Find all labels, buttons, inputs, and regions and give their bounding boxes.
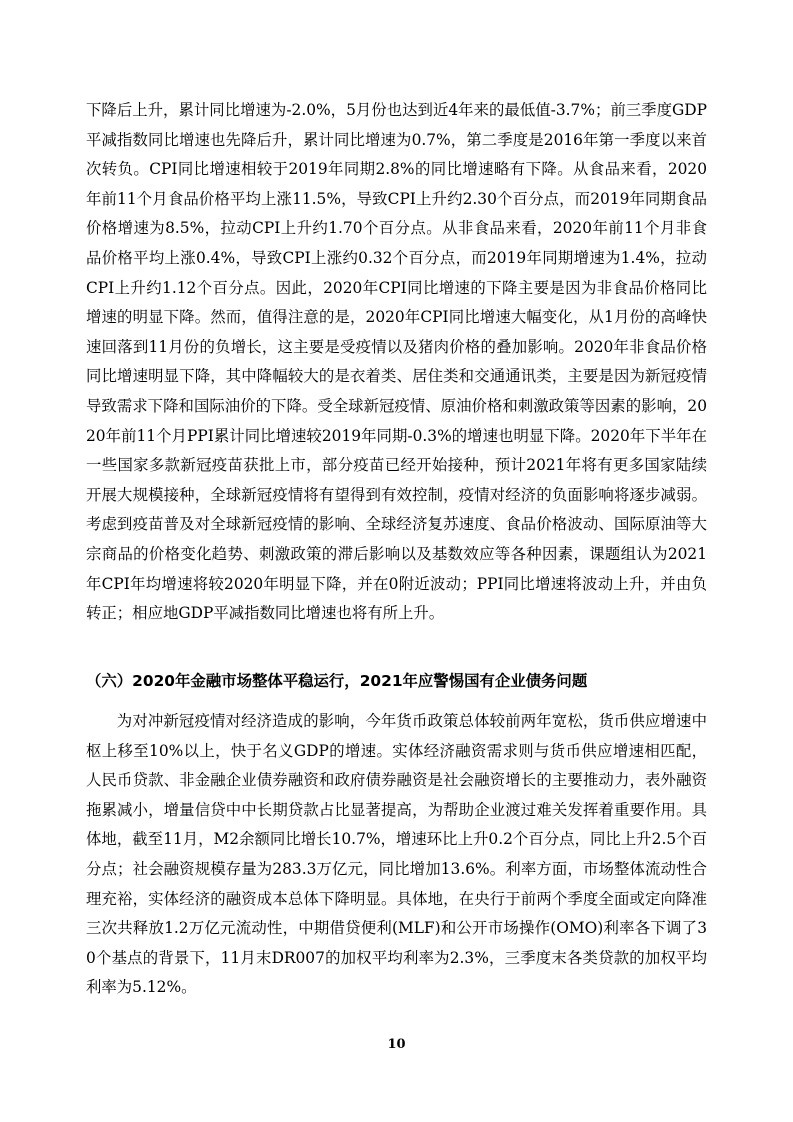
body-paragraph-financial-market: 为对冲新冠疫情对经济造成的影响，今年货币政策总体较前两年宽松，货币供应增速中枢上移至10%以上，快于名义GDP的增速。实体经济融资需求则与货币供应增速相匹配，人民币贷款、非金融企业债券融资和政府债券融资是社会融资增长的主要推动力，表外融资拖累减小，增量信贷中中长期贷款占比显著提高，为帮助企业渡过难关发挥着重要作用。具体地，截至11月，M2余额同比增长10.7%，增速环比上升0.2个百分点，同比上升2.5个百分点；社会融资规模存量为283.3万亿元，同比增加13.6%。利率方面，市场整体流动性合理充裕，实体经济的融资成本总体下降明显。具体地，在央行于前两个季度全面或定向降准三次共释放1.2万亿元流动性，中期借贷便利(MLF)和公开市场操作(OMO)利率各下调了30个基点的背景下，11月末DR007的加权平均利率为2.3%，三季度末各类贷款的加权平均利率为5.12%。: [86, 712, 707, 997]
page-number: 10: [387, 1037, 406, 1052]
body-paragraph-inflation: 下降后上升，累计同比增速为-2.0%，5月份也达到近4年来的最低值-3.7%；前三季度GDP平减指数同比增速也先降后升，累计同比增速为0.7%，第二季度是2016年第一季度以来首次转负。CPI同比增速相较于2019年同期2.8%的同比增速略有下降。从食品来看，2020年前11个月食品价格平均上涨11.5%，导致CPI上升约2.30个百分点，而2019年同期食品价格增速为8.5%，拉动CPI上升约1.70个百分点。从非食品来看，2020年前11个月非食品价格平均上涨0.4%，导致CPI上涨约0.32个百分点，而2019年同期增速为1.4%，拉动CPI上升约1.12个百分点。因此，2020年CPI同比增速的下降主要是因为非食品价格同比增速的明显下降。然而，值得注意的是，2020年CPI同比增速大幅变化，从1月份的高峰快速回落到11月份的负增长，这主要是受疫情以及猪肉价格的叠加影响。2020年非食品价格同比增速明显下降，其中降幅较大的是衣着类、居住类和交通通讯类，主要是因为新冠疫情导致需求下降和国际油价的下降。受全球新冠疫情、原油价格和刺激政策等因素的影响，2020年前11个月PPI累计同比增速较2019年同期-0.3%的增速也明显下降。2020年下半年在一些国家多款新冠疫苗获批上市，部分疫苗已经开始接种，预计2021年将有更多国家陆续开展大规模接种，全球新冠疫情将有望得到有效控制，疫情对经济的负面影响将逐步减弱。考虑到疫苗普及对全球新冠疫情的影响、全球经济复苏速度、食品价格波动、国际原油等大宗商品的价格变化趋势、刺激政策的滞后影响以及基数效应等各种因素，课题组认为2021年CPI年均增速将较2020年明显下降，并在0附近波动；PPI同比增速将波动上升，并由负转正；相应地GDP平减指数同比增速也将有所上升。: [86, 101, 707, 623]
section-heading: （六）2020年金融市场整体平稳运行，2021年应警惕国有企业债务问题: [86, 672, 588, 690]
